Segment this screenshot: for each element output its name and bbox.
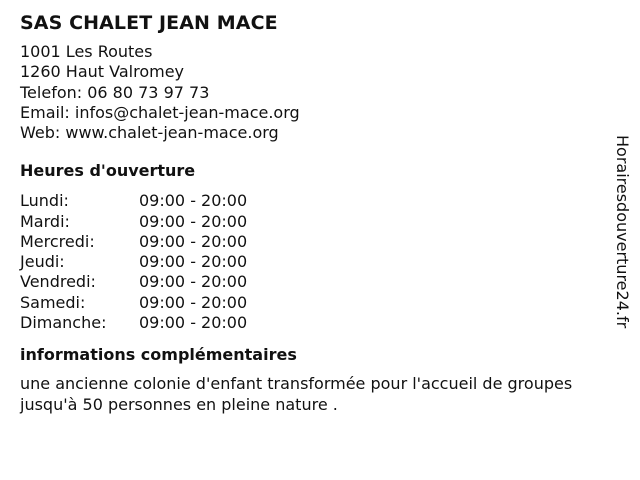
hours-row-sunday [20, 313, 590, 333]
day-label: Dimanche: [20, 312, 107, 332]
time-range: 09:00 - 20:00 [139, 191, 248, 211]
opening-hours-table [20, 191, 590, 332]
day-label: Samedi: [20, 292, 86, 312]
time-range: 09:00 - 20:00 [139, 231, 248, 251]
day-label: Vendredi: [20, 272, 96, 292]
time-range: 09:00 - 20:00 [139, 211, 248, 231]
address-city: 1260 Haut Valromey [20, 62, 185, 82]
hours-row-wednesday [20, 232, 590, 252]
address-street: 1001 Les Routes [20, 42, 153, 61]
contact-block [20, 42, 590, 143]
hours-row-friday [20, 272, 590, 292]
email-line: Email: infos@chalet-jean-mace.org [20, 102, 300, 122]
day-label: Mardi: [20, 211, 70, 231]
phone-line: Telefon: 06 80 73 97 73 [20, 82, 210, 102]
website-line: Web: www.chalet-jean-mace.org [20, 123, 279, 143]
hours-row-saturday [20, 293, 590, 313]
time-range: 09:00 - 20:00 [139, 312, 248, 332]
additional-info-heading: informations complémentaires [20, 344, 297, 364]
time-range: 09:00 - 20:00 [139, 292, 248, 312]
day-label: Jeudi: [20, 252, 65, 272]
day-label: Lundi: [20, 191, 69, 211]
additional-info-text: une ancienne colonie d'enfant transformée pour l'accueil de groupes jusqu'à 50 personnes en pleine nature . [20, 373, 573, 414]
time-range: 09:00 - 20:00 [139, 252, 248, 272]
time-range: 09:00 - 20:00 [139, 272, 248, 292]
hours-row-thursday [20, 252, 590, 272]
opening-hours-heading: Heures d'ouverture [20, 161, 196, 181]
hours-row-monday [20, 191, 590, 211]
business-name: SAS CHALET JEAN MACE [20, 12, 278, 34]
business-card [20, 11, 590, 415]
day-label: Mercredi: [20, 231, 95, 251]
site-watermark: Horairesdouverture24.fr [613, 135, 632, 329]
hours-row-tuesday [20, 212, 590, 232]
